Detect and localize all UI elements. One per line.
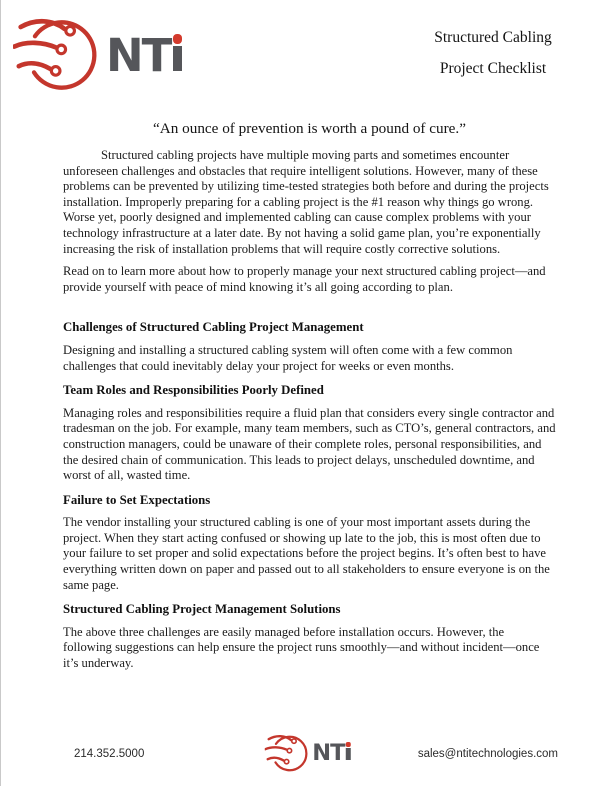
logo-letters-nt: NT: [106, 28, 171, 82]
section-paragraph-team-roles: Managing roles and responsibilities require a fluid plan that considers every single contractor and tradesman on the job. For example, many team members, such as CTO’s, general contractors, and construction managers, could be unaware of their complete roles, personal responsibilities, and the desired chain of communication. This leads to project delays, unscheduled downtime, and worst of all, wasted time.: [63, 405, 556, 483]
section-heading-expectations: Failure to Set Expectations: [63, 492, 211, 507]
section-heading-challenges: Challenges of Structured Cabling Project Management: [63, 320, 364, 335]
footer-logo-i-red-dot-icon: [346, 742, 351, 747]
footer-logo-i-stem: [346, 748, 351, 760]
page-header: [1, 0, 613, 102]
document-title-line1: Structured Cabling: [434, 29, 552, 46]
section-paragraph-challenges: Designing and installing a structured cabling system will often come with a few common challenges that could inevitably delay your project for weeks or even months.: [63, 342, 513, 373]
page-footer: [1, 731, 613, 779]
document-body: [63, 119, 556, 672]
footer-phone-number: 214.352.5000: [74, 748, 145, 760]
footer-logo-letter-i: [346, 744, 351, 760]
document-title-line2: Project Checklist: [439, 60, 547, 77]
footer-email-address: sales@ntitechnologies.com: [417, 748, 558, 760]
section-heading-team-roles: Team Roles and Responsibilities Poorly Defined: [63, 383, 324, 398]
logo-i-red-dot-icon: [173, 34, 182, 43]
nti-logo-wordmark: [106, 28, 183, 82]
section-paragraph-solutions: The above three challenges are easily managed before installation occurs. However, the following suggestions can help ensure the project runs smoothly—and without incident—once it’s underway.: [63, 624, 540, 671]
section-heading-solutions: Structured Cabling Project Management Solutions: [63, 602, 341, 617]
footer-nti-logo-swirl-icon: [264, 732, 310, 775]
footer-nti-logo-wordmark: [312, 742, 350, 765]
intro-paragraph-1: Structured cabling projects have multiple moving parts and sometimes encounter unforeseen challenges and obstacles that require intelligent solutions. However, many of these problems can be prevented by utilizing time-tested strategies both before and during the projects installation. Improperly preparing for a cabling project is the #1 reason why things go wrong. Worse yet, poorly designed and implemented cabling can cause complex problems with your technology infrastructure at a later date. By not having a solid game plan, you’re exponentially increasing the risk of installation problems that will require costly corrective solutions.: [63, 148, 549, 256]
footer-logo-letters-nt: NT: [312, 740, 345, 767]
nti-logo: [13, 13, 183, 97]
nti-logo-swirl-icon: [13, 13, 103, 97]
intro-paragraph-2: Read on to learn more about how to properly manage your next structured cabling project—and provide yourself with peace of mind knowing it’s all going according to plan.: [63, 264, 546, 294]
footer-nti-logo: [264, 732, 350, 775]
logo-letter-i: [173, 38, 183, 71]
logo-i-stem: [173, 46, 182, 71]
document-title: [403, 22, 583, 84]
section-paragraph-expectations: The vendor installing your structured cabling is one of your most important assets during the project. When they start acting confused or showing up late to the job, this is most often due to your failure to set proper and solid expectations before the project begins. It’s often best to have everything written down on paper and passed out to all stakeholders to ensure everyone is on the same page.: [63, 515, 550, 592]
opening-quote: “An ounce of prevention is worth a pound of cure.”: [153, 120, 466, 137]
